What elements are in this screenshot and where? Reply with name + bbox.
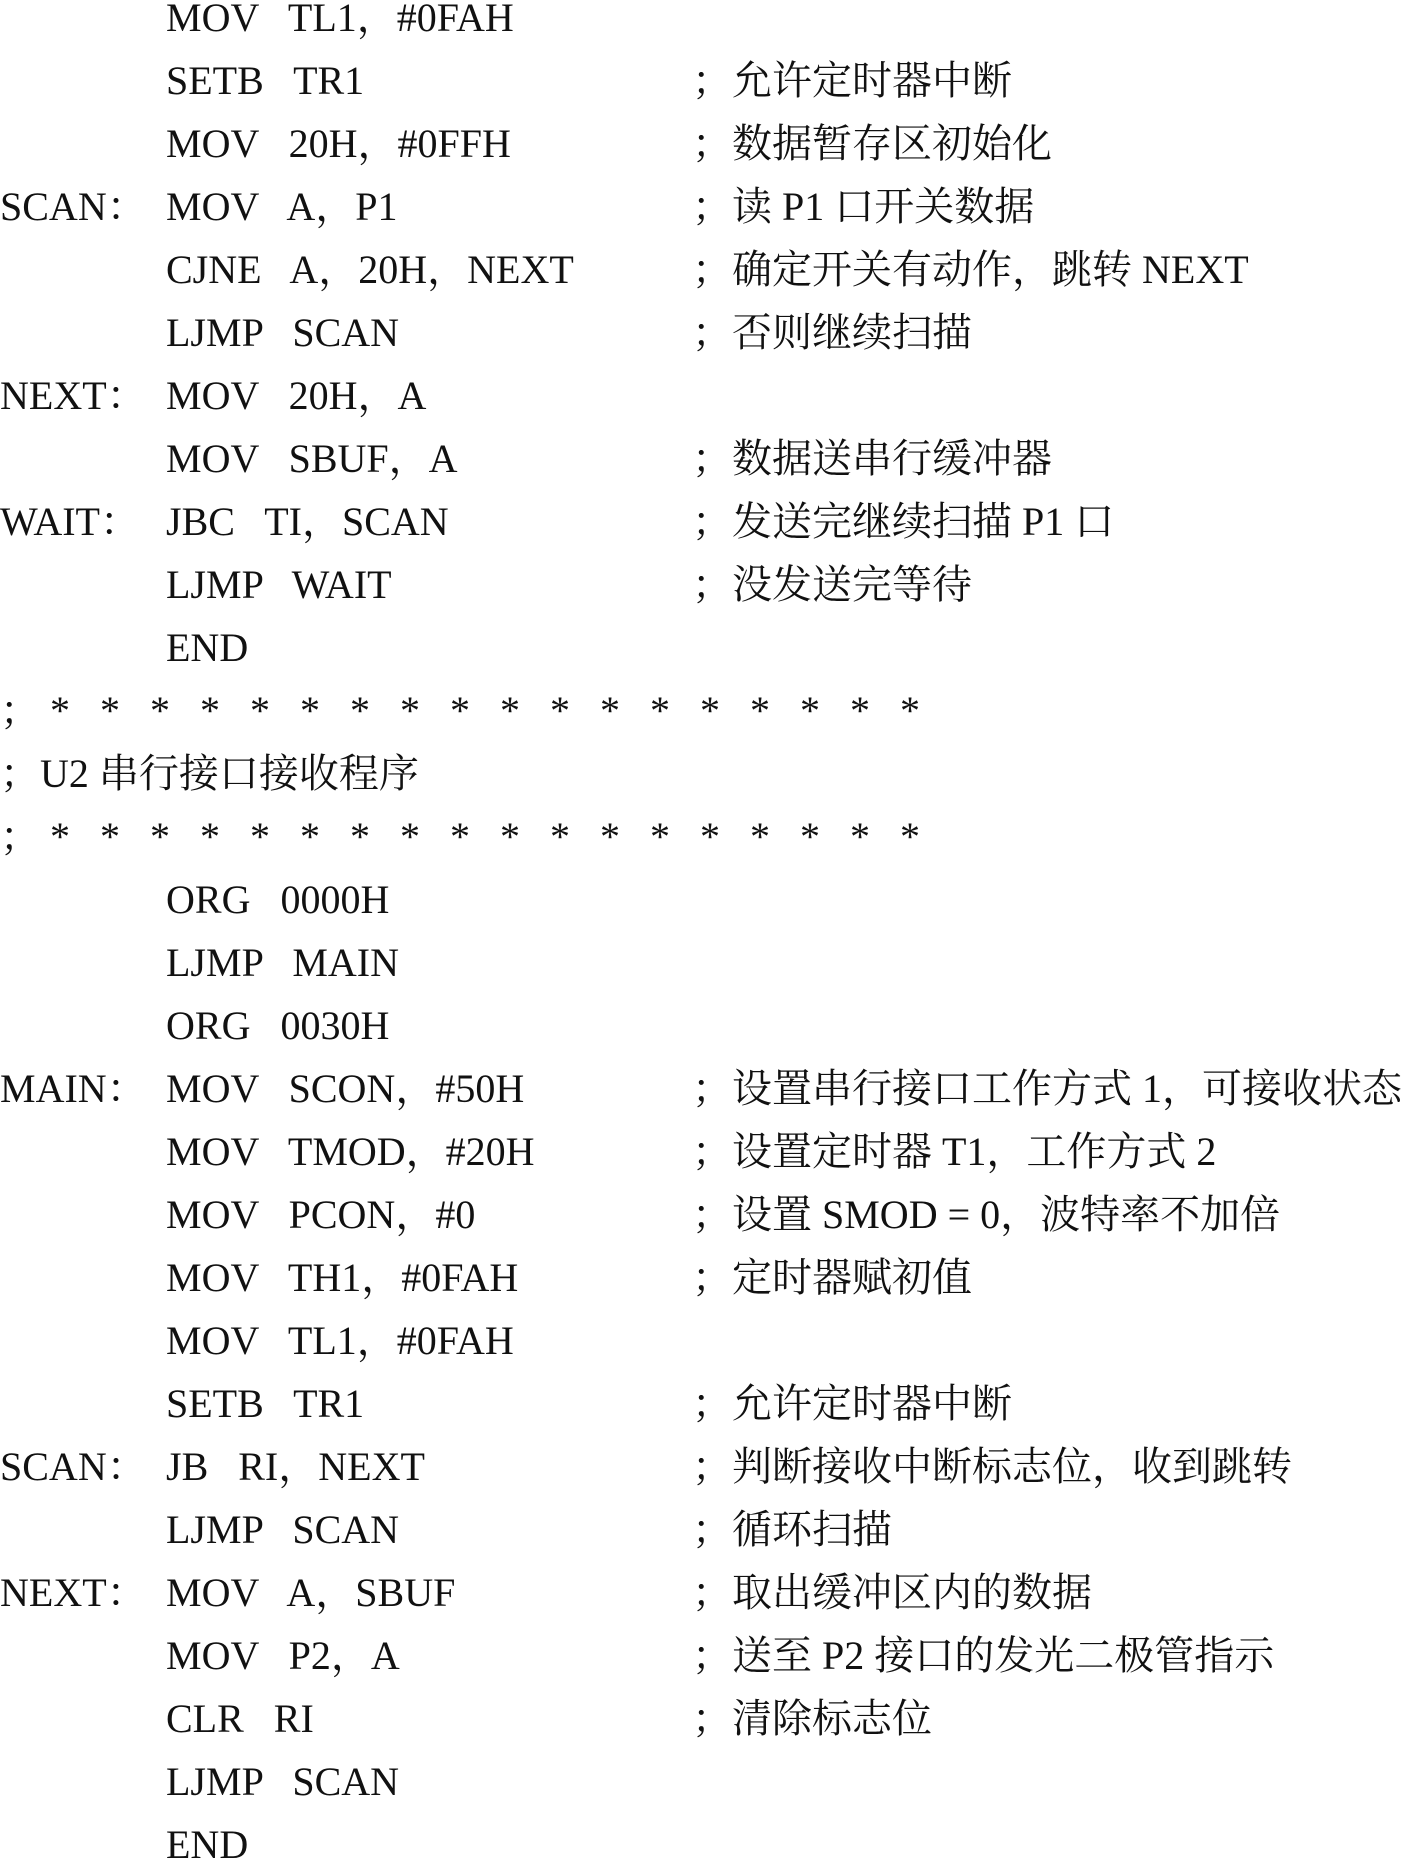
code-instruction: ORG 0030H xyxy=(166,1003,390,1048)
code-comment: ；设置 SMOD = 0，波特率不加倍 xyxy=(692,1192,1281,1237)
code-instruction: MOV PCON，#0 xyxy=(166,1192,476,1237)
code-line xyxy=(0,805,1424,868)
code-instruction: MOV SCON，#50H xyxy=(166,1066,525,1111)
code-line xyxy=(0,301,1424,364)
code-instruction: SETB TR1 xyxy=(166,1381,365,1426)
code-instruction: LJMP WAIT xyxy=(166,562,392,607)
code-label: SCAN： xyxy=(0,184,147,229)
code-comment: ；数据送串行缓冲器 xyxy=(692,436,1052,481)
code-comment: ；发送完继续扫描 P1 口 xyxy=(692,499,1115,544)
code-instruction: LJMP MAIN xyxy=(166,940,399,985)
code-line xyxy=(0,427,1424,490)
code-comment: ；设置定时器 T1，工作方式 2 xyxy=(692,1129,1217,1174)
code-line xyxy=(0,112,1424,175)
separator-comment: ；* * * * * * * * * * * * * * * * * * xyxy=(0,688,930,733)
code-comment: ；循环扫描 xyxy=(692,1507,892,1552)
code-instruction: MOV TL1，#0FAH xyxy=(166,1318,514,1363)
code-instruction: ORG 0000H xyxy=(166,877,390,922)
code-comment: ；设置串行接口工作方式 1，可接收状态 xyxy=(692,1066,1402,1111)
code-line xyxy=(0,1435,1424,1498)
code-line xyxy=(0,364,1424,427)
code-comment: ；允许定时器中断 xyxy=(692,58,1012,103)
code-line xyxy=(0,0,1424,49)
code-line xyxy=(0,1813,1424,1876)
code-comment: ；允许定时器中断 xyxy=(692,1381,1012,1426)
code-instruction: JB RI，NEXT xyxy=(166,1444,425,1489)
code-label: NEXT： xyxy=(0,373,147,418)
code-label: NEXT： xyxy=(0,1570,147,1615)
code-instruction: END xyxy=(166,625,249,670)
code-label: MAIN： xyxy=(0,1066,147,1111)
section-comment: ；U2 串行接口接收程序 xyxy=(0,751,419,796)
code-comment: ；判断接收中断标志位，收到跳转 xyxy=(692,1444,1292,1489)
code-comment: ；数据暂存区初始化 xyxy=(692,121,1052,166)
code-line xyxy=(0,931,1424,994)
code-instruction: MOV A，P1 xyxy=(166,184,398,229)
code-line xyxy=(0,1372,1424,1435)
code-line xyxy=(0,49,1424,112)
code-line xyxy=(0,1183,1424,1246)
code-comment: ；读 P1 口开关数据 xyxy=(692,184,1035,229)
code-line xyxy=(0,742,1424,805)
code-instruction: LJMP SCAN xyxy=(166,1507,400,1552)
code-line xyxy=(0,238,1424,301)
code-instruction: MOV TMOD，#20H xyxy=(166,1129,535,1174)
code-instruction: MOV A，SBUF xyxy=(166,1570,456,1615)
code-instruction: MOV 20H，A xyxy=(166,373,427,418)
code-comment: ；没发送完等待 xyxy=(692,562,972,607)
code-instruction: MOV SBUF，A xyxy=(166,436,458,481)
code-line xyxy=(0,1057,1424,1120)
separator-comment: ；* * * * * * * * * * * * * * * * * * xyxy=(0,814,930,859)
code-comment: ；送至 P2 接口的发光二极管指示 xyxy=(692,1633,1275,1678)
code-line xyxy=(0,1309,1424,1372)
code-comment: ；取出缓冲区内的数据 xyxy=(692,1570,1092,1615)
code-line xyxy=(0,994,1424,1057)
code-line xyxy=(0,679,1424,742)
code-comment: ；清除标志位 xyxy=(692,1696,932,1741)
code-comment: ；否则继续扫描 xyxy=(692,310,972,355)
code-line xyxy=(0,1561,1424,1624)
code-instruction: MOV 20H，#0FFH xyxy=(166,121,511,166)
code-instruction: END xyxy=(166,1822,249,1867)
code-line xyxy=(0,616,1424,679)
code-line xyxy=(0,1498,1424,1561)
code-instruction: MOV P2，A xyxy=(166,1633,400,1678)
code-line xyxy=(0,490,1424,553)
code-instruction: CJNE A，20H，NEXT xyxy=(166,247,574,292)
code-instruction: CLR RI xyxy=(166,1696,314,1741)
code-instruction: LJMP SCAN xyxy=(166,1759,400,1804)
code-instruction: MOV TH1，#0FAH xyxy=(166,1255,519,1300)
code-line xyxy=(0,1120,1424,1183)
code-instruction: JBC TI，SCAN xyxy=(166,499,449,544)
code-label: SCAN： xyxy=(0,1444,147,1489)
code-comment: ；确定开关有动作，跳转 NEXT xyxy=(692,247,1249,292)
code-line xyxy=(0,1750,1424,1813)
code-line xyxy=(0,175,1424,238)
code-comment: ；定时器赋初值 xyxy=(692,1255,972,1300)
code-line xyxy=(0,1246,1424,1309)
code-line xyxy=(0,868,1424,931)
code-label: WAIT： xyxy=(0,499,140,544)
code-instruction: LJMP SCAN xyxy=(166,310,400,355)
code-instruction: SETB TR1 xyxy=(166,58,365,103)
code-line xyxy=(0,1687,1424,1750)
code-instruction: MOV TL1，#0FAH xyxy=(166,0,514,40)
code-line xyxy=(0,1624,1424,1687)
code-line xyxy=(0,553,1424,616)
